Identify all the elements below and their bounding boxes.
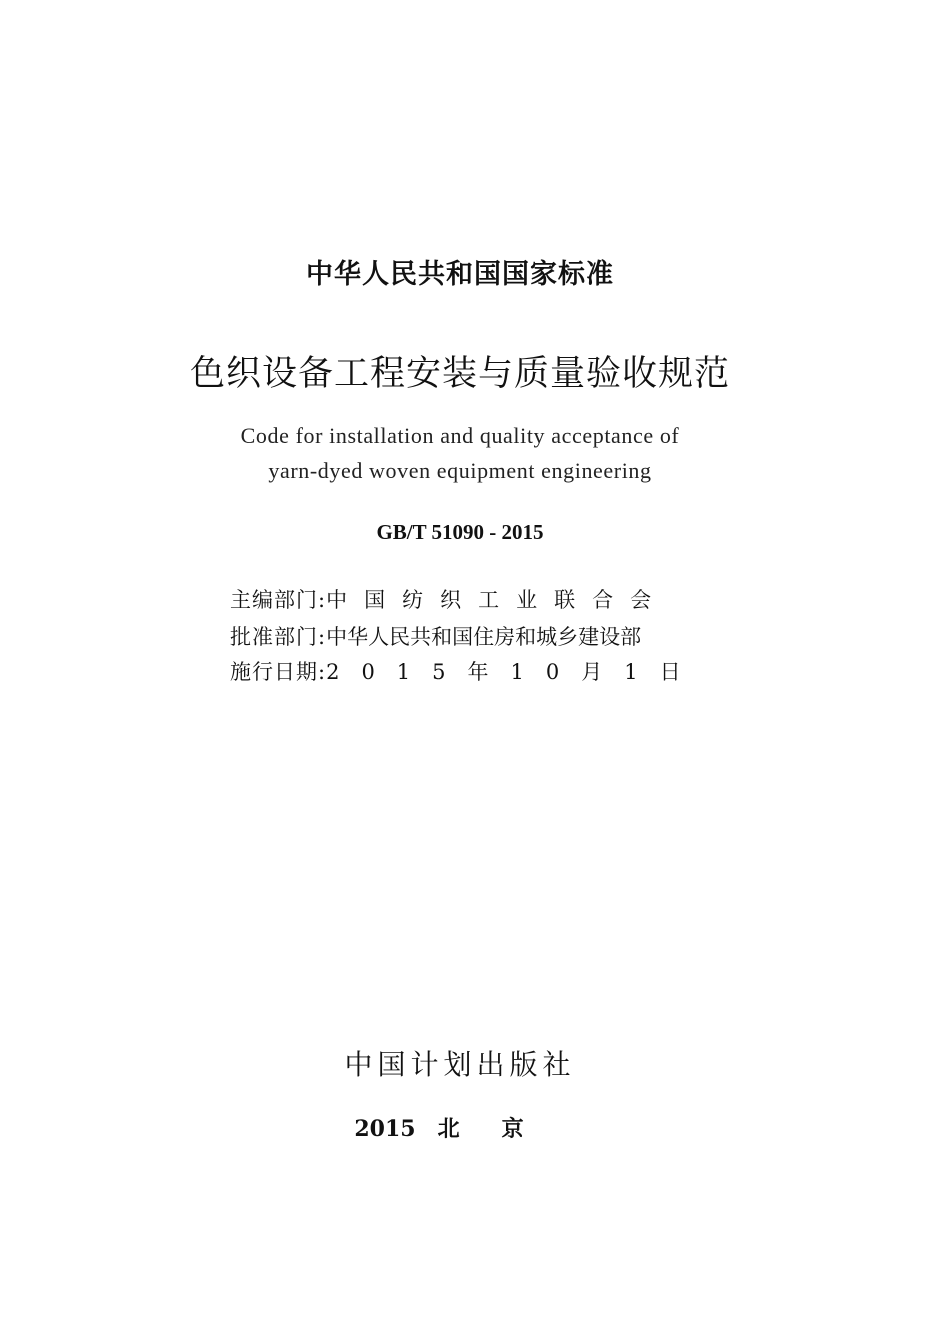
national-standard-heading: 中华人民共和国国家标准	[306, 259, 614, 290]
approver-value: 中华人民共和国住房和城乡建设部	[326, 625, 642, 649]
approver-row	[230, 621, 641, 651]
year-and-city	[0, 1112, 935, 1143]
effective-label: 施行日期:	[230, 660, 327, 684]
publisher: 中国计划出版社	[344, 1048, 576, 1081]
title-english-line-1: Code for installation and quality acceptance of	[240, 423, 680, 448]
editor-row	[230, 584, 668, 614]
effective-value: 2015年10月1日	[326, 660, 703, 684]
editor-value: 中国纺织工业联合会	[326, 588, 669, 612]
effective-date-row	[230, 656, 703, 686]
publication-year: 2015	[354, 1116, 416, 1142]
standard-code: GB/T 51090 - 2015	[376, 520, 544, 544]
title-chinese: 色织设备工程安装与质量验收规范	[189, 354, 730, 394]
publication-city: 北京	[437, 1116, 566, 1142]
title-english-line-2: yarn-dyed woven equipment engineering	[268, 458, 652, 483]
editor-label: 主编部门:	[230, 588, 327, 612]
approver-label: 批准部门:	[230, 625, 327, 649]
